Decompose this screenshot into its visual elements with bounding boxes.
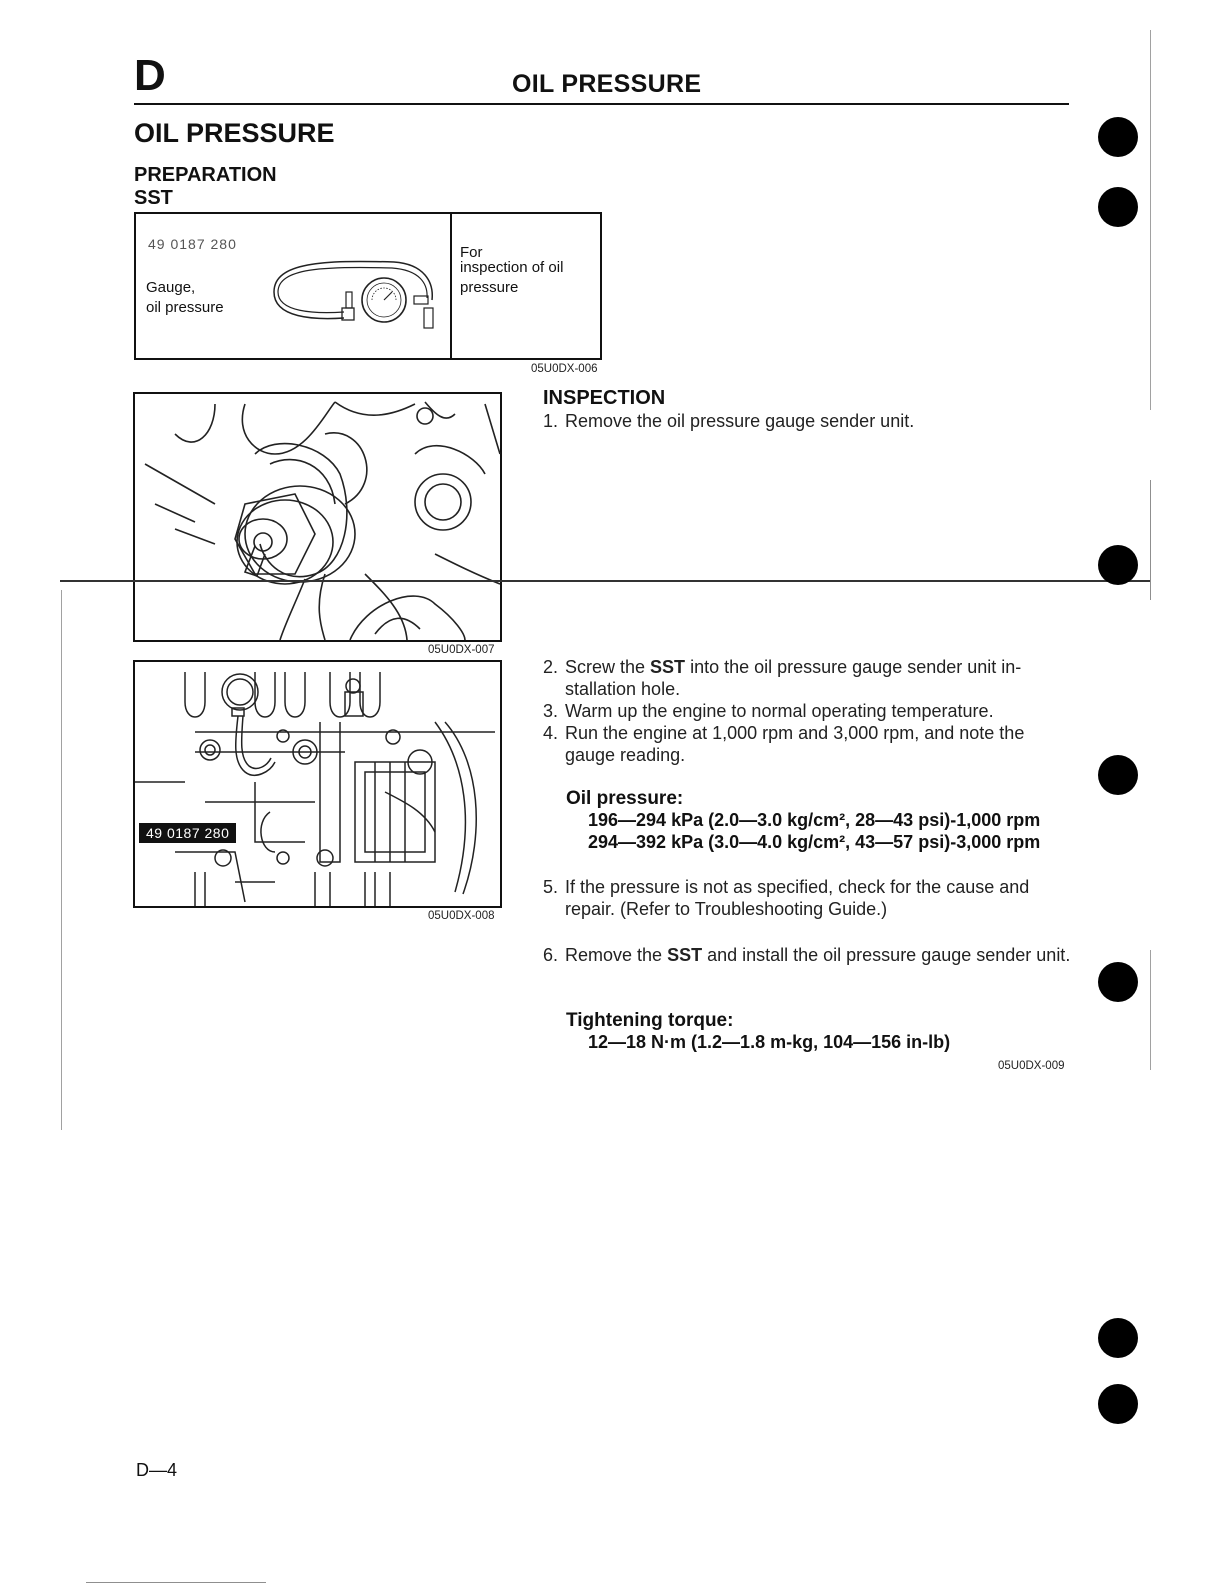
sst-label: SST <box>134 187 173 209</box>
figure-code: 05U0DX-007 <box>428 644 495 656</box>
step-number: 3. <box>543 701 559 721</box>
header-rule <box>134 103 1069 105</box>
step-text: Warm up the engine to normal operating temperature. <box>565 701 994 721</box>
sst-bold: SST <box>650 657 686 677</box>
binder-hole <box>1098 755 1138 795</box>
engine-gauge-illustration <box>135 662 500 906</box>
step-number: 6. <box>543 945 559 965</box>
sst-bold: SST <box>667 945 703 965</box>
page-edge-line <box>61 590 62 1130</box>
header-title: OIL PRESSURE <box>512 70 702 98</box>
torque-spec-title: Tightening torque: <box>566 1010 734 1031</box>
page-title: OIL PRESSURE <box>134 118 335 148</box>
sender-unit-figure <box>133 392 502 642</box>
oil-pressure-spec-3000rpm: 294—392 kPa (3.0—4.0 kg/cm², 43—57 psi)-3,000 rpm <box>588 832 1041 852</box>
figure-code: 05U0DX-008 <box>428 910 495 922</box>
inspection-step <box>543 410 1073 432</box>
page-edge-line <box>1150 950 1151 1070</box>
sst-table-divider <box>450 214 452 358</box>
figure-code: 05U0DX-009 <box>998 1060 1065 1072</box>
step-text: Run the engine at 1,000 rpm and 3,000 rpm, and note the gauge reading. <box>565 723 1025 765</box>
oil-pressure-spec-1000rpm: 196—294 kPa (2.0—3.0 kg/cm², 28—43 psi)-1,000 rpm <box>588 810 1041 830</box>
step-number: 2. <box>543 657 559 677</box>
step-text: Screw the SST into the oil pressure gauge sender unit in-stallation hole. <box>565 657 1022 699</box>
inspection-step <box>543 700 1073 722</box>
torque-spec-value: 12—18 N·m (1.2—1.8 m-kg, 104—156 in-lb) <box>588 1032 951 1052</box>
page-edge-line <box>86 1582 266 1583</box>
sender-unit-illustration <box>135 394 500 640</box>
sst-purpose: inspection of oil pressure <box>460 259 564 296</box>
step-text: If the pressure is not as specified, check for the cause and repair. (Refer to Troubleshooting Guide.) <box>565 877 1030 919</box>
step-number: 1. <box>543 411 559 431</box>
oil-pressure-gauge-illustration <box>264 252 444 334</box>
sst-callout-label: 49 0187 280 <box>139 823 236 843</box>
step-number: 5. <box>543 877 559 897</box>
binder-hole <box>1098 545 1138 585</box>
binder-hole <box>1098 1384 1138 1424</box>
figure-code: 05U0DX-006 <box>531 363 598 375</box>
preparation-heading <box>134 164 277 210</box>
binder-hole <box>1098 117 1138 157</box>
binder-hole <box>1098 962 1138 1002</box>
oil-pressure-spec-title: Oil pressure: <box>566 788 684 809</box>
sst-table <box>134 212 602 360</box>
inspection-step <box>543 656 1073 700</box>
step-text: Remove the oil pressure gauge sender unit. <box>565 411 915 431</box>
step-text: Remove the SST and install the oil pressure gauge sender unit. <box>565 945 1071 965</box>
binder-hole <box>1098 187 1138 227</box>
inspection-step <box>543 944 1073 988</box>
sst-tool-name: Gauge, oil pressure <box>146 279 224 316</box>
preparation-label: PREPARATION <box>134 164 277 186</box>
binder-hole <box>1098 1318 1138 1358</box>
page-edge-line <box>1150 480 1151 600</box>
section-letter: D <box>134 51 166 100</box>
page-edge-line <box>1150 30 1151 410</box>
inspection-step <box>543 876 1073 920</box>
inspection-heading: INSPECTION <box>543 387 666 409</box>
inspection-step <box>543 722 1073 766</box>
gauge-installed-figure <box>133 660 502 908</box>
sst-part-number: 49 0187 280 <box>148 236 237 252</box>
horizontal-rule <box>60 580 1150 582</box>
page-number: D—4 <box>136 1460 178 1480</box>
step-number: 4. <box>543 723 559 743</box>
sst-for-label: For <box>460 244 483 261</box>
